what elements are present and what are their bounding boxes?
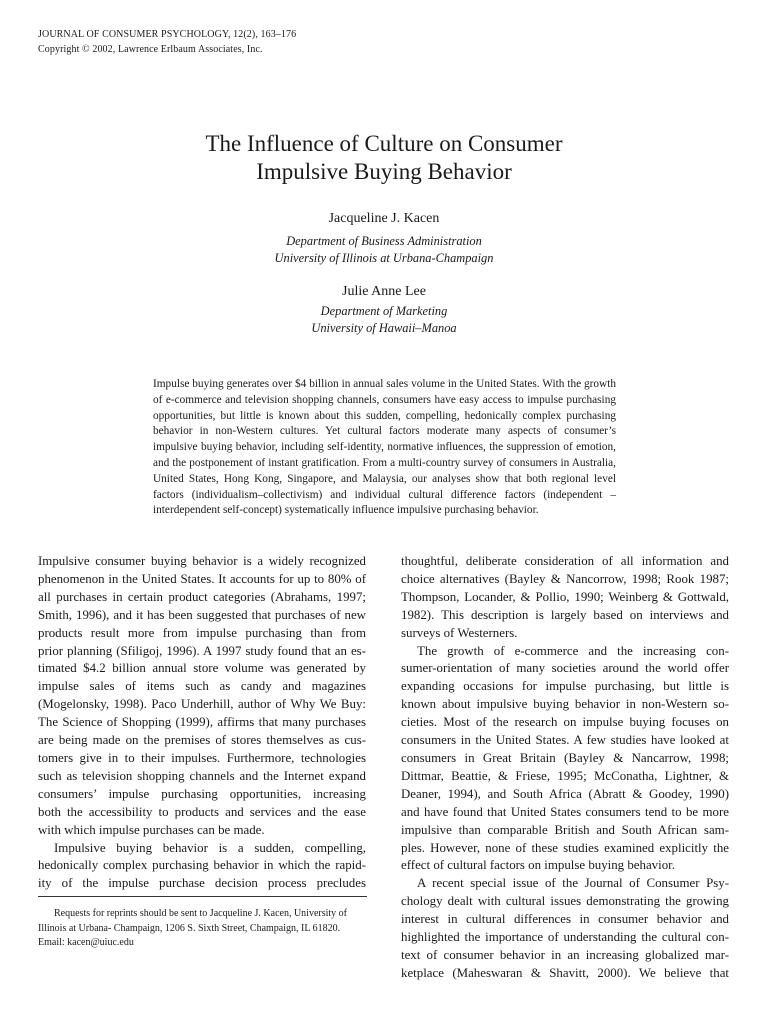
- author-affiliation: [0, 233, 768, 267]
- author-name: Jacqueline J. Kacen: [328, 211, 440, 226]
- body-line: 1982). This description is largely based on interviews and: [401, 607, 729, 622]
- body-line: effect of cultural factors on impulse buying behavior.: [401, 858, 675, 873]
- body-line: (Mogelonsky, 1998). Paco Underhill, author of Why We Buy:: [38, 697, 366, 712]
- title-line-2: Impulsive Buying Behavior: [256, 159, 512, 184]
- body-line: prior planning (Sfiligoj, 1996). A 1997 study found that an es-: [38, 643, 366, 658]
- footnote-divider: [38, 896, 367, 897]
- body-line: Dittmar, Beattie, & Friese, 1995; McConatha, Lightner, &: [401, 768, 729, 783]
- body-line: known about impulsive buying behavior in non-Western so-: [401, 697, 729, 712]
- body-line: Impulsive consumer buying behavior is a widely recognized: [38, 554, 366, 568]
- body-line: consumers in Great Britain (Bayley & Nancarrow, 1998;: [401, 750, 729, 765]
- body-line: impulsive than comparable British and South African sam-: [401, 822, 729, 837]
- body-line: Smith, 1996), and it has been suggested that purchases of new: [38, 607, 366, 622]
- body-line: highlighted the importance of understanding the cultural con-: [401, 930, 729, 945]
- body-line: consumers in the United States. A few studies have looked at: [401, 733, 729, 748]
- body-line: expanding occasions for impulse purchasing, but little is: [401, 679, 729, 694]
- journal-citation: JOURNAL OF CONSUMER PSYCHOLOGY, 12(2), 163–176: [38, 29, 297, 40]
- affiliation-university: University of Illinois at Urbana-Champaign: [274, 251, 494, 265]
- body-line: with which impulse purchases can be made.: [38, 822, 265, 837]
- body-line: both the accessibility to products and services and the ease: [38, 804, 366, 819]
- abstract: Impulse buying generates over $4 billion in annual sales volume in the United States. With the growth of e-commerce and television shopping channels, consumers have easy access to impulse purchasing opportunities, but little is known about this sudden, compelling, hedonically complex purchasing behavior in non-Western cultures. Yet cultural factors moderate many aspects of consumer’s impulsive buying behavior, including self-identity, normative influences, the suppression of emotion, and the postponement of instant gratification. From a multi-country survey of consumers in Australia, United States, Hong Kong, Singapore, and Malaysia, our analyses show that both regional level factors (individualism–collectivism) and individual cultural difference factors (independent –interdependent self-concept) systematically influence impulsive purchasing behavior.: [153, 378, 616, 517]
- body-line: The Science of Shopping (1999), affirms that many purchases: [38, 715, 366, 730]
- body-line: cieties. Most of the research on impulse buying focuses on: [401, 715, 729, 730]
- body-line: sumer-orientation of many societies around the world offer: [401, 661, 729, 676]
- body-column-right: [401, 553, 729, 983]
- affiliation-department: Department of Business Administration: [286, 234, 482, 248]
- body-line: The growth of e-commerce and the increasing con-: [417, 643, 729, 658]
- author-name: Julie Anne Lee: [342, 284, 426, 299]
- body-line: chology dealt with cultural issues demonstrating the growing: [401, 894, 729, 909]
- body-line: tomers give in to their impulses. Furthermore, technologies: [38, 750, 366, 765]
- body-column-left: [38, 553, 366, 893]
- body-line: ity of the impulse purchase decision process precludes: [38, 876, 366, 891]
- body-line: thoughtful, deliberate consideration of all information and: [401, 554, 729, 568]
- body-line: phenomenon in the United States. It accounts for up to 80% of: [38, 571, 366, 586]
- footnote-line: Email: kacen@uiuc.edu: [38, 937, 134, 948]
- body-line: text of consumer behavior in an increasing globalized mar-: [401, 947, 729, 962]
- body-line: Thompson, Locander, & Pollio, 1990; Weinberg & Gottwald,: [401, 589, 729, 604]
- affiliation-university: University of Hawaii–Manoa: [311, 321, 457, 335]
- body-line: timated $4.2 billion annual store volume was generated by: [38, 661, 366, 676]
- body-line: such as television shopping channels and the Internet expand: [38, 768, 366, 783]
- body-line: ketplace (Maheswaran & Shavitt, 2000). We believe that: [401, 965, 729, 980]
- body-line: products result more from impulse purchasing than from: [38, 625, 366, 640]
- body-line: and have found that United States consumers tend to be more: [401, 804, 729, 819]
- body-line: A recent special issue of the Journal of Consumer Psy-: [417, 876, 729, 891]
- body-line: Impulsive buying behavior is a sudden, compelling,: [54, 840, 366, 855]
- footnote-line: Illinois at Urbana- Champaign, 1206 S. Sixth Street, Champaign, IL 61820.: [38, 922, 341, 934]
- body-line: all purchases in certain product categories (Abrahams, 1997;: [38, 589, 366, 604]
- paper-title: [0, 130, 768, 186]
- body-line: choice alternatives (Bayley & Nancorrow, 1998; Rook 1987;: [401, 571, 729, 586]
- copyright-notice: Copyright © 2002, Lawrence Erlbaum Associates, Inc.: [38, 44, 263, 55]
- footnote-line: Requests for reprints should be sent to Jacqueline J. Kacen, University of: [54, 908, 347, 919]
- running-header: [38, 27, 296, 57]
- title-line-1: The Influence of Culture on Consumer: [205, 131, 563, 156]
- body-line: impulse sales of items such as candy and magazines: [38, 679, 366, 694]
- body-line: interest in cultural differences in consumer behavior and: [401, 912, 729, 927]
- body-line: ples. However, none of these studies examined explicitly the: [401, 840, 729, 855]
- footnote: [38, 907, 368, 951]
- body-line: consumers’ impulse purchasing opportunities, increasing: [38, 786, 366, 801]
- body-line: hedonically complex purchasing behavior in which the rapid-: [38, 858, 366, 873]
- affiliation-department: Department of Marketing: [320, 304, 448, 318]
- author-affiliation: [0, 303, 768, 337]
- body-line: are being made on the premises of stores themselves as cus-: [38, 733, 366, 748]
- body-line: surveys of Westerners.: [401, 625, 518, 640]
- body-line: Deaner, 1994), and South Africa (Abratt & Goodey, 1990): [401, 786, 729, 801]
